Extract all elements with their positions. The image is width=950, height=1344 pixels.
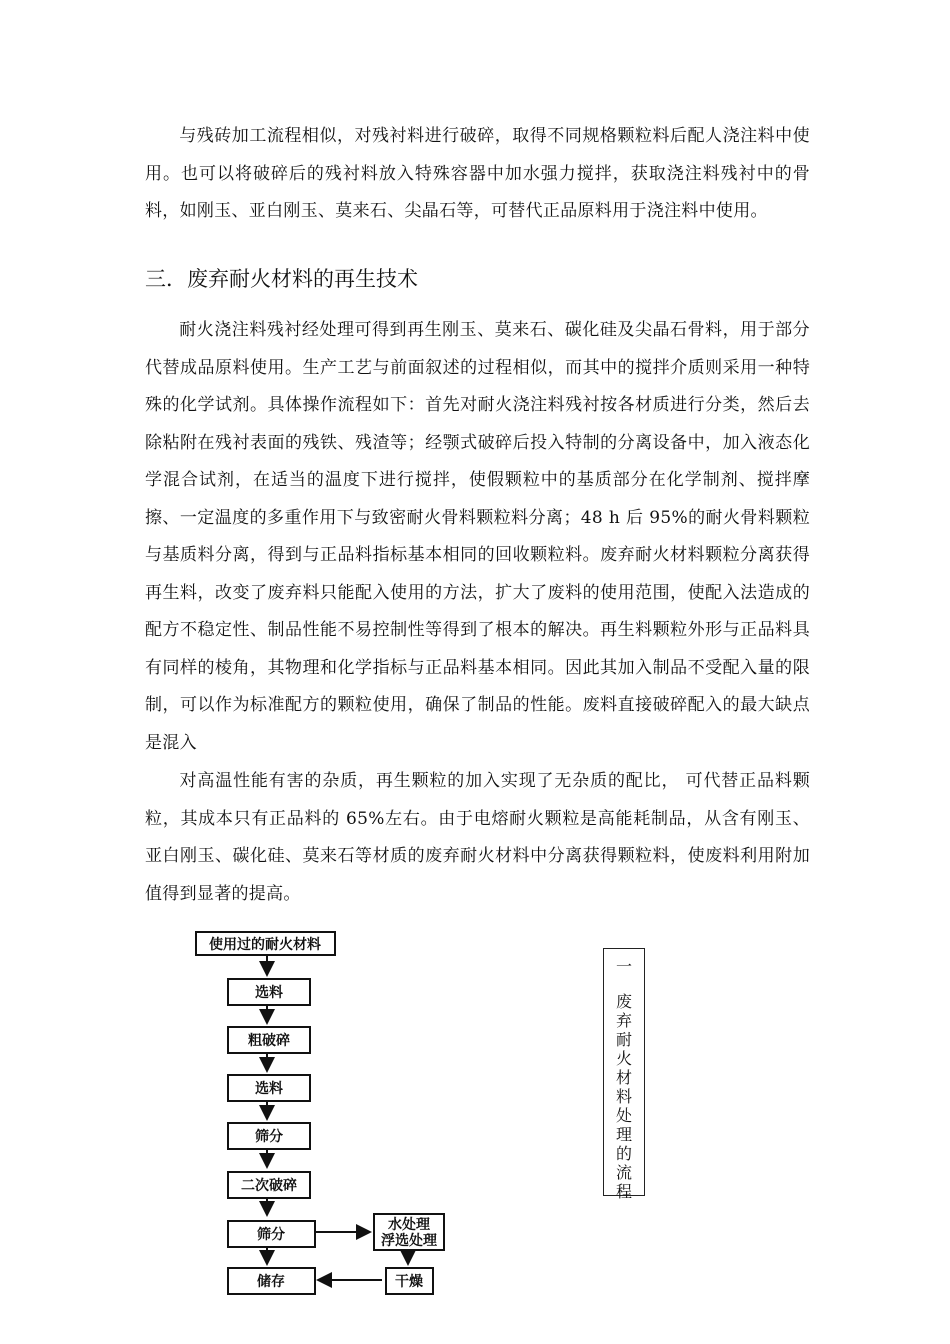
- paragraph-1-text: 与残砖加工流程相似，对残衬料进行破碎，取得不同规格颗粒料后配人浇注料中使用。也可以将破碎后的残衬料放入特殊容器中加水强力搅拌，获取浇注料残衬中的骨料，如刚玉、亚白刚玉、莫来石、尖晶石等，可替代正品原料用于浇注料中使用。: [145, 126, 810, 221]
- section-heading: 三．废弃耐火材料的再生技术: [145, 267, 418, 291]
- step-label: 筛分: [255, 1129, 283, 1145]
- paragraph-3-text: 对高温性能有害的杂质，再生颗粒的加入实现了无杂质的配比， 可代替正品料颗粒，其成本只有正品料的 65%左右。由于电熔耐火颗粒是高能耗制品，从含有刚玉、亚白刚玉、碳化硅、莫来石等材质的废弃耐火材料中分离获得颗粒料，使废料利用附加值得到显著的提高。: [145, 771, 810, 904]
- side-label-drying: 干燥: [395, 1274, 423, 1290]
- paragraph-2-text: 耐火浇注料残衬经处理可得到再生刚玉、莫来石、碳化硅及尖晶石骨料，用于部分代替成品原料使用。生产工艺与前面叙述的过程相似，而其中的搅拌介质则采用一种特殊的化学试剂。具体操作流程如下：首先对耐火浇注料残衬按各材质进行分类，然后去除粘附在残衬表面的残铁、残渣等；经颚式破碎后投入特制的分离设备中，加入液态化学混合试剂，在适当的温度下进行搅拌，使假颗粒中的基质部分在化学制剂、搅拌摩擦、一定温度的多重作用下与致密耐火骨料颗粒料分离；48 h 后 95%的耐火骨料颗粒与基质料分离，得到与正品料指标基本相同的回收颗粒料。废弃耐火材料颗粒分离获得再生料，改变了废弃料只能配入使用的方法，扩大了废料的使用范围，使配入法造成的配方不稳定性、制品性能不易控制性等得到了根本的解决。再生料颗粒外形与正品料具有同样的棱角，其物理和化学指标与正品料基本相同。因此其加入制品不受配入量的限制，可以作为标准配方的颗粒使用，确保了制品的性能。废料直接破碎配入的最大缺点是混入: [145, 320, 810, 753]
- step-label: 筛分: [257, 1227, 285, 1243]
- side-label-water: 水处理: [388, 1217, 430, 1233]
- step-label: 使用过的耐火材料: [209, 937, 321, 953]
- paragraph-3: [145, 763, 810, 913]
- caption-text: 废弃耐火材料处理的流程: [615, 992, 632, 1201]
- step-label: 二次破碎: [241, 1178, 297, 1194]
- paragraph-2: [145, 312, 810, 762]
- process-flowchart: [190, 925, 490, 1300]
- figure-caption-box: [603, 948, 645, 1201]
- side-label-flotation: 浮选处理: [381, 1233, 437, 1249]
- step-label: 选料: [255, 985, 283, 1001]
- step-label: 粗破碎: [248, 1033, 290, 1049]
- step-label: 储存: [257, 1274, 285, 1290]
- caption-dash: 一: [615, 957, 632, 976]
- step-label: 选料: [255, 1081, 283, 1097]
- paragraph-1: [145, 118, 810, 231]
